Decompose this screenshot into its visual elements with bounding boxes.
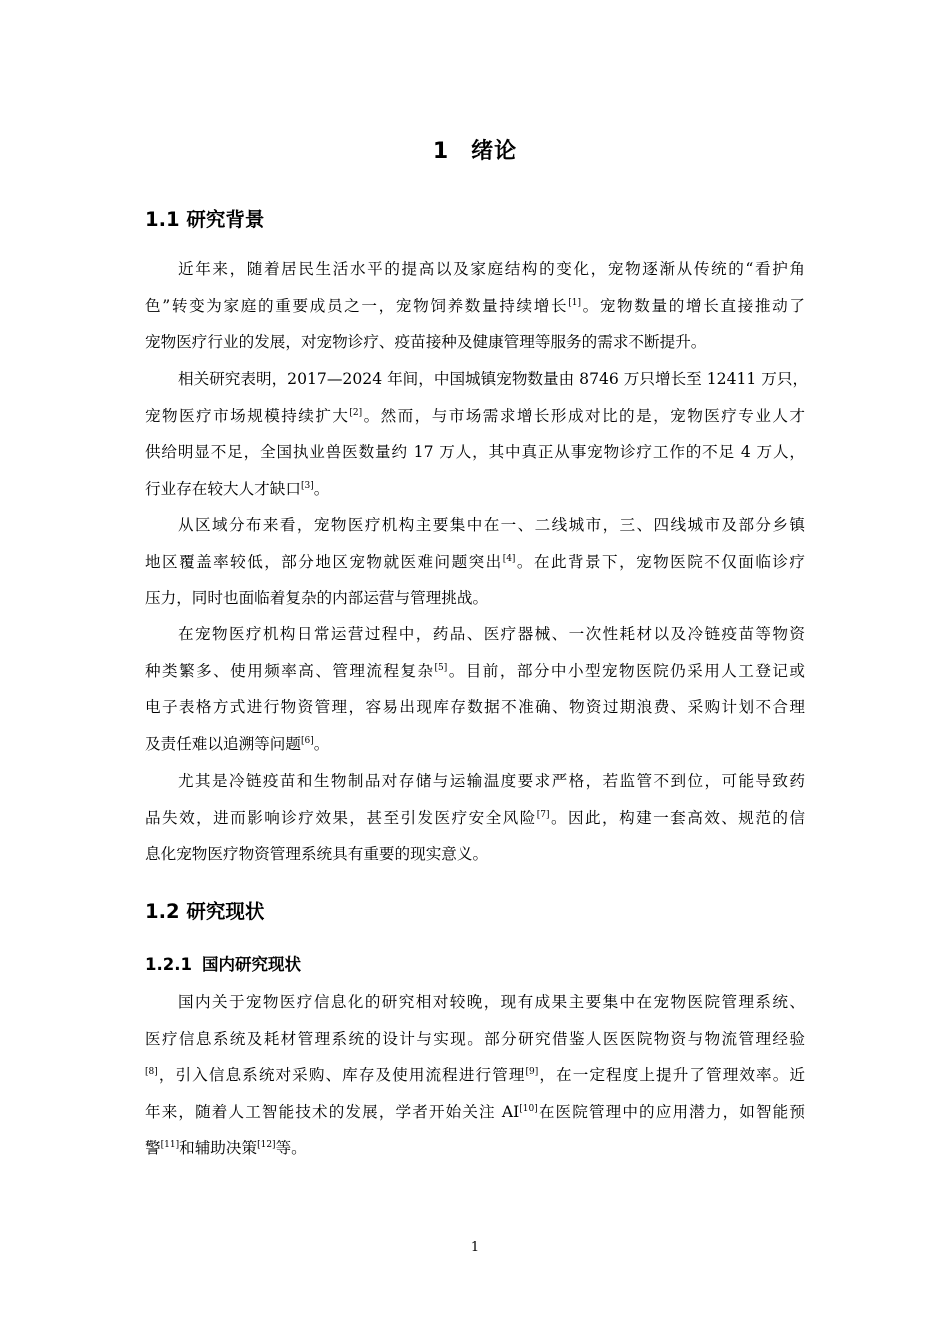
section-heading-1-1: 1.1 研究背景: [145, 208, 265, 231]
citation-ref[interactable]: [10]: [519, 1103, 538, 1114]
chapter-number: 1: [432, 139, 450, 164]
paragraph-line: [8]，引入信息系统对采购、库存及使用流程进行管理[9]，在一定程度上提升了管理效率。近: [145, 1066, 805, 1084]
citation-ref[interactable]: [4]: [502, 553, 516, 564]
paragraph-line: 种类繁多、使用频率高、管理流程复杂[5]。目前，部分中小型宠物医院仍采用人工登记或: [145, 661, 805, 680]
paragraph-line: 电子表格方式进行物资管理，容易出现库存数据不准确、物资过期浪费、采购计划不合理: [145, 698, 805, 716]
paragraph-line: 品失效，进而影响诊疗效果，甚至引发医疗安全风险[7]。因此，构建一套高效、规范的信: [145, 808, 805, 827]
paragraph-line: 供给明显不足，全国执业兽医数量约 17 万人，其中真正从事宠物诊疗工作的不足 4 万人，: [145, 443, 805, 461]
paragraph-1: [145, 251, 805, 361]
paragraph-line: 在宠物医疗机构日常运营过程中，药品、医疗器械、一次性耗材以及冷链疫苗等物资: [178, 625, 805, 643]
paragraph-line: 色”转变为家庭的重要成员之一，宠物饲养数量持续增长[1]。宠物数量的增长直接推动了: [145, 296, 805, 315]
subsection-number: 1.2.1: [145, 955, 192, 974]
citation-ref[interactable]: [6]: [300, 735, 314, 746]
chapter-title: [0, 134, 950, 165]
citation-ref[interactable]: [1]: [568, 297, 581, 308]
subsection-title: 国内研究现状: [201, 955, 301, 974]
paragraph-line: 从区域分布来看，宠物医疗机构主要集中在一、二线城市，三、四线城市及部分乡镇: [178, 516, 805, 534]
paragraph-line: 宠物医疗市场规模持续扩大[2]。然而，与市场需求增长形成对比的是，宠物医疗专业人才: [145, 406, 805, 425]
paragraph-line: 息化宠物医疗物资管理系统具有重要的现实意义。: [145, 845, 489, 863]
paragraph-line: 地区覆盖率较低，部分地区宠物就医难问题突出[4]。在此背景下，宠物医院不仅面临诊疗: [145, 552, 805, 571]
citation-ref[interactable]: [3]: [300, 480, 314, 491]
paragraph-line: 宠物医疗行业的发展，对宠物诊疗、疫苗接种及健康管理等服务的需求不断提升。: [145, 333, 707, 351]
citation-ref[interactable]: [12]: [257, 1140, 276, 1150]
citation-ref[interactable]: [7]: [536, 809, 550, 820]
paragraph-line: 年来，随着人工智能技术的发展，学者开始关注 AI[10]在医院管理中的应用潜力，如智能预: [145, 1102, 805, 1121]
paragraph-line: 压力，同时也面临着复杂的内部运营与管理挑战。: [145, 589, 489, 607]
citation-ref[interactable]: [11]: [160, 1140, 180, 1150]
paragraph-line: 尤其是冷链疫苗和生物制品对存储与运输温度要求严格，若监管不到位，可能导致药: [178, 772, 805, 790]
paragraph-line: 相关研究表明，2017—2024 年间，中国城镇宠物数量由 8746 万只增长至 12411 万只，: [178, 370, 809, 388]
paragraph-5: [145, 763, 805, 873]
paragraph-6: [145, 984, 805, 1167]
paragraph-line: 医疗信息系统及耗材管理系统的设计与实现。部分研究借鉴人医医院物资与物流管理经验: [145, 1029, 805, 1048]
paragraph-line: 及责任难以追溯等问题[6]。: [145, 734, 330, 753]
paragraph-line: 行业存在较大人才缺口[3]。: [145, 479, 330, 498]
citation-ref[interactable]: [9]: [525, 1067, 539, 1077]
subsection-heading-1-2-1: [145, 951, 301, 975]
paragraph-2: [145, 361, 809, 507]
paragraph-line: 国内关于宠物医疗信息化的研究相对较晚，现有成果主要集中在宠物医院管理系统、: [178, 993, 805, 1011]
chapter-name: 绪论: [471, 139, 518, 164]
paragraph-line: 近年来，随着居民生活水平的提高以及家庭结构的变化，宠物逐渐从传统的“看护角: [178, 260, 805, 278]
paragraph-line: 警[11]和辅助决策[12]等。: [145, 1139, 307, 1157]
citation-ref[interactable]: [5]: [434, 662, 448, 673]
page-number: 1: [470, 1240, 480, 1255]
section-heading-1-2: 1.2 研究现状: [145, 900, 265, 923]
paragraph-4: [145, 616, 805, 762]
citation-ref[interactable]: [2]: [349, 407, 363, 418]
paragraph-3: [145, 507, 805, 617]
citation-ref[interactable]: [8]: [145, 1067, 158, 1077]
